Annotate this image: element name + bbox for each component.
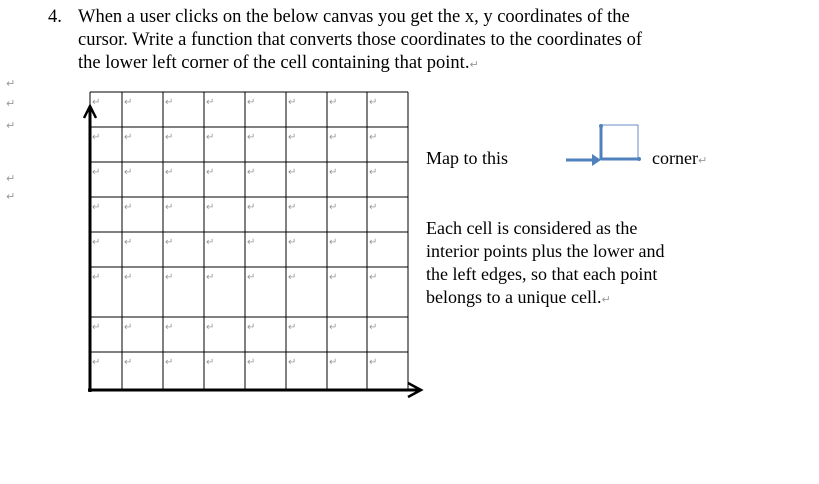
cell-paragraph-mark-icon: ↵ [206, 237, 215, 248]
paragraph-mark-icon: ↵ [6, 77, 16, 90]
question-line-1: When a user clicks on the below canvas you get the x, y coordinates of the [78, 7, 630, 27]
cell-paragraph-mark-icon: ↵ [92, 167, 101, 178]
cell-paragraph-mark-icon: ↵ [92, 202, 101, 213]
cell-paragraph-mark-icon: ↵ [288, 132, 297, 143]
cell-paragraph-mark-icon: ↵ [92, 97, 101, 108]
cell-description-line-2: interior points plus the lower and [426, 241, 665, 261]
cell-paragraph-mark-icon: ↵ [247, 202, 256, 213]
cell-paragraph-mark-icon: ↵ [165, 237, 174, 248]
paragraph-mark-icon: ↵ [6, 97, 16, 110]
cell-description [426, 217, 726, 311]
cell-paragraph-mark-icon: ↵ [165, 357, 174, 368]
cell-paragraph-mark-icon: ↵ [288, 272, 297, 283]
question-line-3: the lower left corner of the cell containing that point.↵ [78, 53, 479, 73]
cell-paragraph-mark-icon: ↵ [206, 272, 215, 283]
cell-paragraph-mark-icon: ↵ [369, 237, 378, 248]
paragraph-mark-icon: ↵ [6, 119, 16, 132]
cell-paragraph-mark-icon: ↵ [206, 132, 215, 143]
cell-paragraph-mark-icon: ↵ [165, 322, 174, 333]
cell-paragraph-mark-icon: ↵ [206, 357, 215, 368]
cell-paragraph-mark-icon: ↵ [369, 357, 378, 368]
cell-paragraph-mark-icon: ↵ [247, 167, 256, 178]
cell-paragraph-mark-icon: ↵ [247, 322, 256, 333]
cell-paragraph-mark-icon: ↵ [329, 97, 338, 108]
cell-paragraph-mark-icon: ↵ [369, 272, 378, 283]
cell-paragraph-mark-icon: ↵ [247, 97, 256, 108]
paragraph-mark-icon: ↵ [469, 58, 479, 71]
cell-paragraph-mark-icon: ↵ [92, 357, 101, 368]
cell-paragraph-mark-icon: ↵ [247, 357, 256, 368]
cell-paragraph-mark-icon: ↵ [288, 167, 297, 178]
cell-description-line-3: the left edges, so that each point [426, 264, 658, 284]
cell-paragraph-mark-icon: ↵ [369, 322, 378, 333]
cell-paragraph-mark-icon: ↵ [124, 357, 133, 368]
cell-paragraph-mark-icon: ↵ [369, 97, 378, 108]
cell-paragraph-mark-icon: ↵ [288, 97, 297, 108]
cell-paragraph-mark-icon: ↵ [329, 237, 338, 248]
cell-paragraph-mark-icon: ↵ [288, 202, 297, 213]
question-line-2: cursor. Write a function that converts those coordinates to the coordinates of [78, 30, 643, 50]
paragraph-mark-icon: ↵ [6, 172, 16, 185]
cell-paragraph-mark-icon: ↵ [329, 202, 338, 213]
corner-handle [599, 124, 603, 128]
cell-paragraph-mark-icon: ↵ [124, 237, 133, 248]
cell-paragraph-mark-icon: ↵ [329, 132, 338, 143]
paragraph-mark-icon: ↵ [697, 154, 708, 167]
cell-paragraph-mark-icon: ↵ [369, 132, 378, 143]
cell-paragraph-mark-icon: ↵ [92, 132, 101, 143]
cell-paragraph-mark-icon: ↵ [206, 322, 215, 333]
cell-paragraph-mark-icon: ↵ [92, 237, 101, 248]
cell-paragraph-mark-icon: ↵ [165, 167, 174, 178]
cell-paragraph-mark-icon: ↵ [369, 167, 378, 178]
cell-paragraph-mark-icon: ↵ [329, 322, 338, 333]
cell-paragraph-mark-icon: ↵ [92, 272, 101, 283]
cell-paragraph-mark-icon: ↵ [124, 97, 133, 108]
cell-paragraph-mark-icon: ↵ [329, 272, 338, 283]
corner-box [601, 125, 638, 159]
corner-diagram [566, 124, 641, 166]
cell-paragraph-mark-icon: ↵ [288, 322, 297, 333]
cell-paragraph-mark-icon: ↵ [165, 272, 174, 283]
cell-paragraph-mark-icon: ↵ [165, 202, 174, 213]
paragraph-mark-icon: ↵ [601, 293, 611, 306]
axes [84, 106, 421, 397]
map-label: Map to this [426, 148, 509, 168]
cell-paragraph-mark-icon: ↵ [247, 132, 256, 143]
corner-label: corner [652, 148, 698, 168]
cell-paragraph-mark-icon: ↵ [124, 167, 133, 178]
corner-handle [637, 157, 641, 161]
cell-paragraph-mark-icon: ↵ [369, 202, 378, 213]
cell-description-line-1: Each cell is considered as the [426, 218, 638, 238]
cell-paragraph-mark-icon: ↵ [124, 272, 133, 283]
cell-description-line-4: belongs to a unique cell.↵ [426, 287, 611, 307]
cell-paragraph-mark-icon: ↵ [165, 132, 174, 143]
cell-paragraph-mark-icon: ↵ [247, 272, 256, 283]
question-number: 4. [48, 7, 62, 27]
cell-paragraph-mark-icon: ↵ [206, 202, 215, 213]
cell-paragraph-mark-icon: ↵ [288, 237, 297, 248]
cell-paragraph-mark-icon: ↵ [124, 322, 133, 333]
cell-paragraph-mark-icon: ↵ [165, 97, 174, 108]
cell-paragraph-mark-icon: ↵ [124, 132, 133, 143]
cell-paragraph-mark-icon: ↵ [247, 237, 256, 248]
cell-paragraph-mark-icon: ↵ [124, 202, 133, 213]
cell-paragraph-mark-icon: ↵ [329, 167, 338, 178]
cell-paragraph-mark-icon: ↵ [329, 357, 338, 368]
cell-paragraph-mark-icon: ↵ [288, 357, 297, 368]
cell-paragraph-mark-icon: ↵ [206, 97, 215, 108]
corner-label-line [652, 147, 707, 172]
cell-paragraph-mark-icon: ↵ [206, 167, 215, 178]
paragraph-mark-icon: ↵ [6, 190, 16, 203]
cell-paragraph-mark-icon: ↵ [92, 322, 101, 333]
